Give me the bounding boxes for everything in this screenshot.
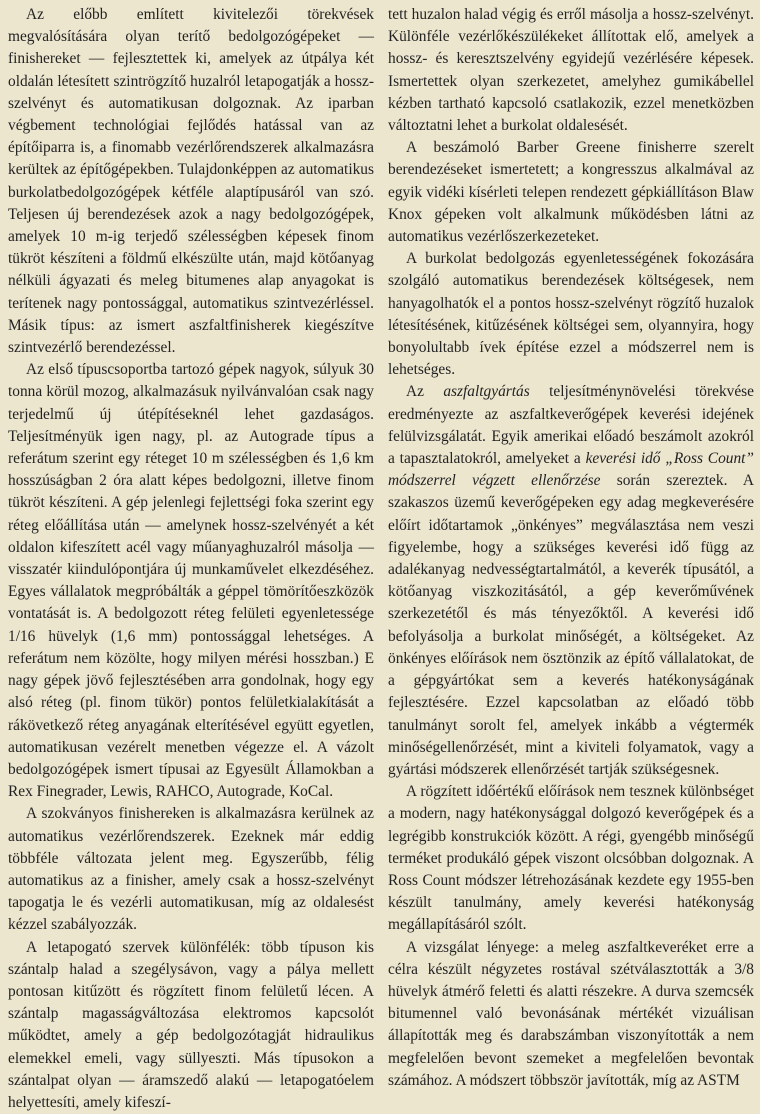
paragraph: A burkolat bedolgozás egyenletességének fokozására szolgáló automatikus berendezések költségesek, nem hanyagolhatók el a pontos hossz-szelvényt rögzítő huzalok létesítésének, kitűzésének költségei sem, olyannyira, hogy bonyolultabb ívek építése ezzel a módszerrel nem is lehetséges. [388,250,754,379]
text-run: során szereztek. A szakaszos üzemű keverőgépeken egy adag megkeverésére előírt időtartamok „önkényes” megválasztása nem veszi figyelembe, hogy a szükséges keverési idő függ az adalékanyag nedvességtartalmától, a keverék típusától, a kötőanyag viszkozitásától, a gép keverőművének szerkezetétől és más tényezőktől. A keverési idő befolyásolja a burkolat minőségét, a költségeket. Az önkényes előírások nem ösztönzik az építő vállalatokat, de a gépgyártókat sem a keverés hatékonyságának fejlesztésére. Ezzel kapcsolatban az előadó több tanulmányt sorolt fel, amelyek inkább a végtermék minőségellenőrzését, mint a kiviteli folyamatok, vagy a gyártási módszerek ellenőrzését tartják szükségesnek. [388,472,754,778]
paragraph: A vizsgálat lényege: a meleg aszfaltkeveréket erre a célra készült négyzetes rostával szétválasztották a 3/8 hüvelyk átmérő feletti és alatti részekre. A durva szemcsék bitumennel való bevonásának mértékét vizuálisan állapították meg és darabszámban viszonyították a nem megfelelően bevont szemeket a megfelelően bevontak számához. A módszert többször javították, míg az ASTM [388,938,754,1089]
emphasis-text: keverési idő „Ross Count” módszerrel végzett ellenőrzése [388,450,754,490]
paragraph: Az első típuscsoportba tartozó gépek nagyok, súlyuk 30 tonna körül mozog, alkalmazásuk nyilvánvalóan csak nagy terjedelmű új útépítéseknél lehet gazdaságos. Teljesítményük igen nagy, pl. az Autograde típus a referátum szerint egy réteget 10 m szélességben és 1,6 km hosszúságban 2 óra alatt képes bedolgozni, illetve finom tükröt készíteni. A gép jelenlegi fejlettségi foka szerint egy réteg előállítása után — amelynek hossz-szelvényét a két oldalon kifeszített acél vagy műanyaghuzalról másolja — visszatér kiindulópontjára új munkaművelet elkezdéséhez. Egyes vállalatok megpróbálták a géppel tömörítőeszközök vontatását is. A bedolgozott réteg felületi egyenletessége 1/16 hüvelyk (1,6 mm) pontossággal lehetséges. A referátum nem közölte, hogy milyen mérési hosszban.) E nagy gépek jövő fejlesztésében arra gondolnak, hogy egy alsó réteg (pl. finom tükör) pontos felületkialakítását a rákövetkező réteg anyagának elterítésével együtt egyetlen, automatikusan vezérelt menetben végezze el. A vázolt bedolgozógépek ismert típusai az Egyesült Államokban a Rex Finegrader, Lewis, RAHCO, Autograde, KoCal. [8,361,374,801]
paragraph: A letapogató szervek különfélék: több típuson kis szántalp halad a szegélysávon, vagy a pálya mellett pontosan kitűzött és rögzített finom felületű lécen. A szántalp magasságváltozása elektromos kapcsolót működtet, amely a gép bedolgozótagját hidraulikus elemekkel emeli, vagy süllyeszti. Más típusokon a szántalpat olyan — áramszedő alakú — letapogatóelem helyettesíti, amely kifeszí- [8,938,374,1111]
paragraph: Az előbb említett kivitelezői törekvések megvalósítására olyan terítő bedolgozógépeket — finishereket — fejlesztettek ki, amelyek az útpálya két oldalán létesített szintrögzítő huzalról letapogatják a hossz-szelvényt és automatikusan dolgoznak. Az iparban végbement technológiai fejlődés hatással van az építőiparra is, a finomabb vezérlőrendszerek alkalmazásra kerültek az építőgépekben. Tulajdonképpen az automatikus burkolatbedolgozógépek kétféle alaptípusáról van szó. Teljesen új berendezések azok a nagy bedolgozógépek, amelyek 10 m-ig terjedő szélességben képesek finom tükröt készíteni a földmű elkészülte után, majd kötőanyag nélküli ágyazati és meleg bitumenes alap anyagokat is terítenek nagy pontossággal, automatikus szintvezérléssel. Másik típus: az ismert aszfaltfinisherek kiegészítve szintvezérlő berendezéssel. [8,6,374,357]
paragraph: A rögzített időértékű előírások nem tesznek különbséget a modern, nagy hatékonysággal dolgozó keverőgépek és a legrégibb konstrukciók között. A régi, gyengébb minőségű terméket produkáló gépek viszont olcsóbban dolgoznak. A Ross Count módszer létrehozásának kezdete egy 1955-ben készült tanulmány, amely keverési hatékonyság megállapításáról szólt. [388,783,754,934]
paragraph-continuation: tett huzalon halad végig és erről másolja a hossz-szelvényt. Különféle vezérlőkészülékeket állítottak elő, amelyek a hossz- és keresztszelvény egyidejű vezérlésére képesek. Ismertettek olyan szerkezetet, amelyhez gumikábellel kézben tartható kapcsoló csatlakozik, ezzel menetközben változtatni lehet a burkolat oldalesését. [388,6,754,135]
right-column [388,4,754,1089]
left-column [8,4,374,1111]
paragraph: A szokványos finishereken is alkalmazásra kerülnek az automatikus vezérlőrendszerek. Ezeknek már eddig többféle változata jelent meg. Egyszerűbb, félig automatikus az a finisher, amely csak a hossz-szelvényt tapogatja le és vezérli automatikusan, míg az oldalesést kézzel szabályozzák. [8,805,374,934]
text-run: teljesítménynövelési törekvése eredményezte az aszfaltkeverőgépek keverési idejének felülvizsgálatát. Egyik amerikai előadó beszámolt azokról a tapasztalatokról, amelyeket a [388,383,754,468]
emphasis-text: aszfaltgyártás [443,383,530,401]
text-run: Az [406,383,444,401]
paragraph [388,381,754,781]
paragraph: A beszámoló Barber Greene finisherre szerelt berendezéseket ismertetett; a kongresszus alkalmával az egyik vidéki kísérleti telepen rendezett gépkiállításon Blaw Knox gépeken volt alkalmunk működésben látni az automatikus vezérlőszerkezeteket. [388,139,754,246]
